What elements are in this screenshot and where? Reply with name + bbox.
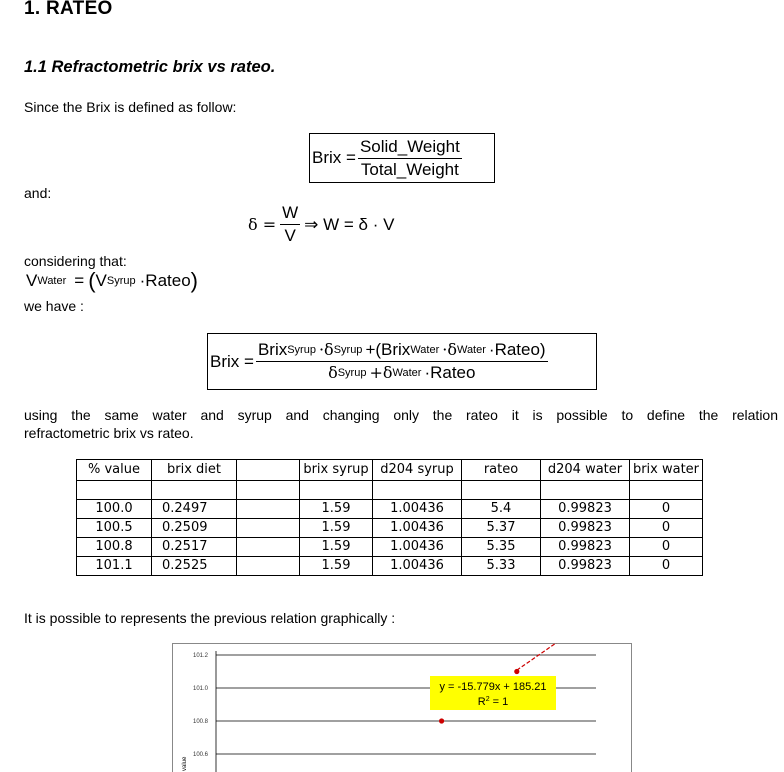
- trendline-equation: y = -15.779x + 185.21: [439, 681, 547, 693]
- table-cell: 100.5: [77, 519, 152, 538]
- eq4-lhs: Brix =: [210, 351, 254, 371]
- table-header-row: [77, 460, 703, 481]
- eq4-num-rateo: ·Rateo): [488, 340, 546, 359]
- col-header: d204 syrup: [373, 460, 462, 481]
- eq2-numerator: W: [280, 203, 300, 225]
- table-cell: 1.59: [300, 557, 373, 576]
- table-cell: 101.1: [77, 557, 152, 576]
- table-cell: [237, 500, 300, 519]
- using-paragraph-line1: using the same water and syrup and changing only the rateo it is possible to define the relation: [24, 407, 778, 423]
- eq4-den-water-sub: Water: [392, 367, 422, 379]
- table-row: [77, 538, 703, 557]
- eq2-denominator: V: [284, 226, 296, 245]
- brix-definition-equation: [309, 133, 495, 183]
- table-cell: 0: [630, 557, 703, 576]
- table-spacer-row: [77, 481, 703, 500]
- eq4-num-syrup-sub: Syrup: [287, 344, 316, 356]
- y-tick-label: 101.0: [192, 686, 208, 692]
- table-cell: 0: [630, 538, 703, 557]
- considering-paragraph: considering that:: [24, 253, 127, 269]
- col-header: rateo: [462, 460, 541, 481]
- eq2-rest: ⇒ W = δ · V: [304, 214, 395, 234]
- table-cell: 0.2497: [152, 500, 237, 519]
- eq4-den-delta: δ: [328, 363, 338, 382]
- rateo-data-table: [76, 459, 703, 576]
- section-heading: 1. RATEO: [24, 0, 113, 19]
- table-cell: 100.8: [77, 538, 152, 557]
- col-header: brix water: [630, 460, 703, 481]
- water-volume-equation: [26, 268, 198, 294]
- table-cell: 5.4: [462, 500, 541, 519]
- chart-frame: [173, 644, 632, 772]
- eq3-rateo: ·Rateo: [139, 271, 191, 290]
- and-paragraph: and:: [24, 185, 52, 201]
- brix-rateo-chart: [172, 643, 632, 772]
- eq4-num-brix: Brix: [257, 340, 288, 359]
- eq2-delta: δ =: [248, 215, 277, 234]
- table-cell: [237, 557, 300, 576]
- col-header: d204 water: [541, 460, 630, 481]
- table-cell: 100.0: [77, 500, 152, 519]
- density-equation: [248, 203, 394, 246]
- eq4-num-delta-water: ·δ: [442, 340, 457, 359]
- eq3-v: V: [26, 271, 38, 290]
- data-point: [514, 669, 519, 674]
- col-header: brix diet: [152, 460, 237, 481]
- col-header: [237, 460, 300, 481]
- y-tick-label: 100.8: [192, 719, 208, 725]
- graph-paragraph: It is possible to represents the previous relation graphically :: [24, 610, 396, 626]
- table-row: [77, 500, 703, 519]
- table-cell: 0: [630, 500, 703, 519]
- table-cell: 1.59: [300, 500, 373, 519]
- eq1-lhs: Brix =: [312, 148, 356, 167]
- table-cell: [237, 519, 300, 538]
- eq4-num-brix-water: +(Brix: [365, 340, 411, 359]
- subsection-heading: 1.1 Refractometric brix vs rateo.: [24, 58, 276, 76]
- table-cell: 1.00436: [373, 500, 462, 519]
- eq4-den-delta-water: +δ: [369, 363, 393, 382]
- table-cell: 1.00436: [373, 557, 462, 576]
- y-axis-label: value: [182, 756, 188, 771]
- table-cell: 1.59: [300, 538, 373, 557]
- eq4-den-rateo: ·Rateo: [424, 363, 476, 382]
- data-point: [439, 718, 444, 723]
- y-tick-label: 100.6: [192, 752, 208, 758]
- eq4-num-delta-sub: Syrup: [333, 344, 363, 356]
- table-cell: 0.2509: [152, 519, 237, 538]
- eq3-syrup-sub: Syrup: [106, 275, 136, 287]
- eq3-open-paren: (: [88, 268, 96, 293]
- eq3-close-paren: ): [190, 268, 198, 293]
- table-cell: 0.99823: [541, 519, 630, 538]
- eq4-num-delta-water-sub: Water: [456, 344, 486, 356]
- table-row: [77, 557, 703, 576]
- col-header: % value: [77, 460, 152, 481]
- eq1-numerator: Solid_Weight: [358, 137, 462, 159]
- table-cell: 0.2517: [152, 538, 237, 557]
- table-cell: 5.35: [462, 538, 541, 557]
- eq4-num-delta: ·δ: [318, 340, 334, 359]
- eq3-v2: V: [95, 271, 107, 290]
- eq3-water-sub: Water: [37, 275, 67, 287]
- col-header: brix syrup: [300, 460, 373, 481]
- table-cell: 5.33: [462, 557, 541, 576]
- eq4-num-water-sub: Water: [410, 344, 440, 356]
- table-cell: 0.99823: [541, 538, 630, 557]
- eq3-eq: =: [74, 271, 85, 290]
- we-have-paragraph: we have :: [24, 298, 84, 314]
- table-cell: 5.37: [462, 519, 541, 538]
- table-cell: [237, 538, 300, 557]
- y-tick-label: 101.2: [192, 653, 208, 659]
- table-row: [77, 519, 703, 538]
- table-cell: 1.00436: [373, 519, 462, 538]
- table-cell: 0.99823: [541, 557, 630, 576]
- trendline-r2: $R^2 = 1$: [477, 696, 509, 708]
- eq1-denominator: Total_Weight: [360, 159, 459, 179]
- table-cell: 0: [630, 519, 703, 538]
- using-paragraph-line2: refractometric brix vs rateo.: [24, 425, 194, 441]
- table-cell: 0.2525: [152, 557, 237, 576]
- table-cell: 1.00436: [373, 538, 462, 557]
- table-cell: 1.59: [300, 519, 373, 538]
- table-cell: 0.99823: [541, 500, 630, 519]
- eq4-den-syrup-sub: Syrup: [337, 367, 367, 379]
- intro-paragraph: Since the Brix is defined as follow:: [24, 99, 237, 115]
- brix-rateo-equation: [207, 333, 597, 390]
